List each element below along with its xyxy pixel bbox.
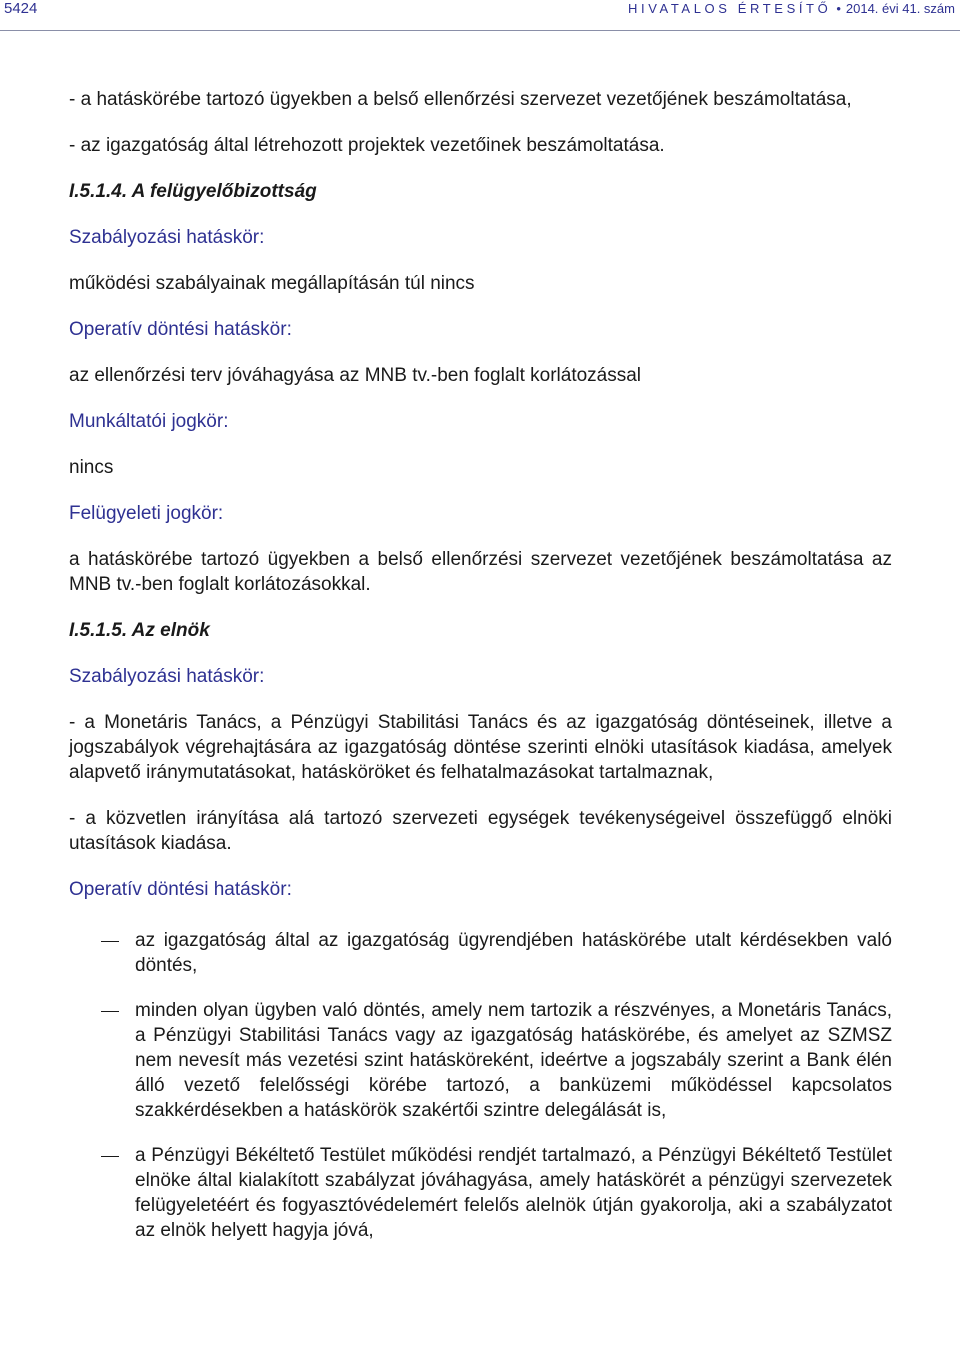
supervisory-authority-text: a hatáskörébe tartozó ügyekben a belső ellenőrzési szervezet vezetőjének beszámoltatása az MNB tv.-ben foglalt korlátozásokkal. (69, 549, 892, 595)
list-item (69, 928, 892, 978)
operative-authority-text: az ellenőrzési terv jóváhagyása az MNB tv.-ben foglalt korlátozással (69, 365, 642, 386)
employer-authority-label: Munkáltatói jogkör: (69, 411, 229, 432)
employer-authority-text: nincs (69, 457, 114, 478)
regulatory-authority-label: Szabályozási hatáskör: (69, 227, 265, 248)
list-item (69, 1143, 892, 1243)
list-item-text: a Pénzügyi Békéltető Testület működési rendjét tartalmazó, a Pénzügyi Békéltető Testület elnöke által kialakított szabályzat jóváhagyása, amely hatáskörét a pénzügyi szervezetek felügyeletéért és fogyasztóvédelemért felelős alelnök útján gyakorolja, aki a szabályzatot az elnök helyett hagyja jóvá, (135, 1145, 892, 1241)
president-regulatory-item-2: - a közvetlen irányítása alá tartozó szervezeti egységek tevékenységeivel összefüggő elnöki utasítások kiadása. (69, 808, 892, 854)
intro-item-1: - a hatáskörébe tartozó ügyekben a belső ellenőrzési szervezet vezetőjének beszámoltatása, (69, 89, 852, 110)
intro-item-2: - az igazgatóság által létrehozott projektek vezetőinek beszámoltatása. (69, 135, 665, 156)
operative-authority-label: Operatív döntési hatáskör: (69, 319, 292, 340)
list-item-text: az igazgatóság által az igazgatóság ügyrendjében hatáskörébe utalt kérdésekben való döntés, (135, 930, 892, 976)
president-regulatory-label: Szabályozási hatáskör: (69, 666, 265, 687)
regulatory-authority-text: működési szabályainak megállapításán túl nincs (69, 273, 475, 294)
document-body (69, 87, 892, 1263)
section-heading-supervisory-board: I.5.1.4. A felügyelőbizottság (69, 181, 317, 202)
section-heading-president: I.5.1.5. Az elnök (69, 620, 210, 641)
president-regulatory-item-1: - a Monetáris Tanács, a Pénzügyi Stabilitási Tanács és az igazgatóság döntéseinek, illetve a jogszabályok végrehajtására az igazgatóság döntése szerinti elnöki utasítások kiadása, amelyek alapvető iránymutatásokat, hatásköröket és felhatalmazásokat tartalmaznak, (69, 712, 892, 783)
separator-bullet: • (836, 1, 841, 16)
journal-title: HIVATALOS ÉRTESÍTŐ (628, 1, 832, 16)
page-number: 5424 (4, 0, 38, 17)
president-operative-label: Operatív döntési hatáskör: (69, 879, 292, 900)
list-item-text: minden olyan ügyben való döntés, amely nem tartozik a részvényes, a Monetáris Tanács, a Pénzügyi Stabilitási Tanács vagy az igazgatóság hatáskörébe, és amelyet az SZMSZ nem nevesít más vezetési szint hatásköreként, ideértve a jogszabály szerint a Bank élén álló vezető felelősségi körébe tartozó, a banküzemi működéssel kapcsolatos szakkérdésekben a hatáskörök szakértői szintre delegálását is, (135, 1000, 892, 1121)
dash-bullet (101, 941, 119, 942)
running-head (628, 1, 955, 16)
supervisory-authority-label: Felügyeleti jogkör: (69, 503, 224, 524)
dash-bullet (101, 1156, 119, 1157)
list-item (69, 998, 892, 1123)
dash-bullet (101, 1011, 119, 1012)
issue-label: 2014. évi 41. szám (845, 1, 955, 16)
page-header (0, 0, 960, 31)
